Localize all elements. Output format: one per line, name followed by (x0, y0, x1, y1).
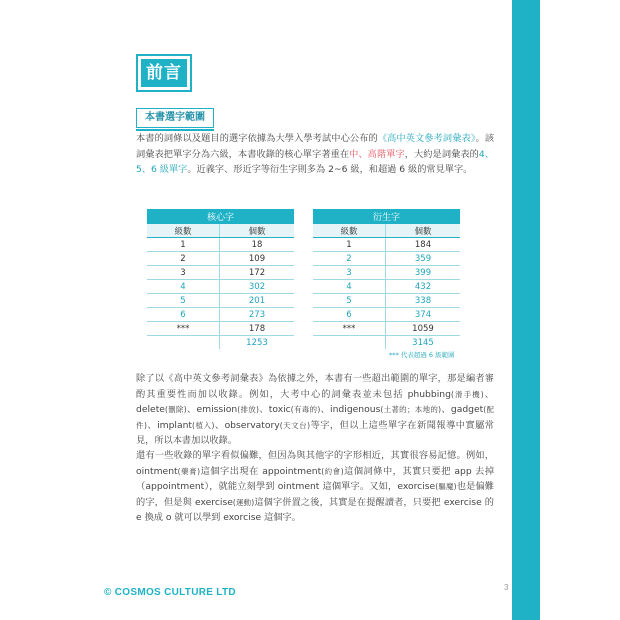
gloss: (植入) (192, 420, 215, 430)
text-run: 本書的詞條以及題目的選字依據為大學入學考試中心公布的 (136, 133, 378, 144)
level-cell: 2 (313, 252, 386, 266)
table-row (147, 266, 294, 280)
level-cell: 2 (147, 252, 220, 266)
level-cell: 1 (313, 238, 386, 252)
derived-words-table (313, 209, 460, 349)
level-cell (147, 336, 220, 350)
gloss: (配件) (136, 405, 494, 430)
text-run: ，大約是詞彙表的 (404, 148, 479, 160)
publisher-footer: © COSMOS CULTURE LTD (104, 587, 236, 598)
table-footnote: *** 代表超過 6 級範圍 (389, 351, 455, 359)
text-run: 。該詞彙表把單字分為六級，本書收錄的核心單字著重在 (136, 133, 495, 160)
level-cell: 4 (147, 280, 220, 294)
level-cell: *** (313, 322, 386, 336)
gloss: (約會) (321, 466, 344, 476)
derived-col-count: 個數 (386, 224, 461, 238)
text-run: 這個詞條中，其實只要把 app 去掉（appointment），就能立刻學到 ointment 這個單字。又如，exorcise (136, 465, 495, 493)
text-run: 也是偏難的字，但是與 exercise (136, 481, 494, 508)
text-run: 、implant (146, 419, 193, 431)
count-cell: 18 (220, 238, 295, 252)
range-highlight: 4、5、6 級單字 (136, 148, 495, 176)
level-cell: 3 (313, 266, 386, 280)
level-cell: 5 (147, 294, 220, 308)
gloss: (排放) (237, 405, 259, 415)
count-cell: 172 (220, 266, 295, 280)
text-run: 這個字出現在 appointment (200, 465, 322, 477)
text-run: 、delete (136, 388, 494, 416)
count-cell: 432 (386, 280, 461, 294)
levels-highlight: 中、高階單字 (349, 148, 405, 160)
count-cell: 338 (386, 294, 461, 308)
level-cell: 6 (147, 308, 220, 322)
table-row (147, 252, 294, 266)
count-cell: 374 (386, 308, 461, 322)
text-run: 。近義字、形近字等衍生字則多為 2~6 級，和超過 6 級的常見單字。 (187, 164, 473, 176)
side-color-bar (512, 0, 540, 620)
text-run: 除了以《高中英文參考詞彙表》為依據之外，本書有一些超出範圍的單字，那是編者審酌其重要性而加以收錄。例如，大考中心的詞彙表並未包括 phubbing (136, 373, 494, 400)
core-words-table (147, 209, 294, 349)
page-title-box (136, 54, 192, 92)
core-table-title: 核心字 (147, 209, 294, 224)
total-cell: 3145 (412, 337, 434, 348)
derived-table-title: 衍生字 (313, 209, 460, 224)
table-row (313, 238, 460, 252)
text-run: 、gadget (441, 404, 484, 416)
level-cell: 4 (313, 280, 386, 294)
count-cell: 1059 (386, 322, 461, 336)
table-row (313, 322, 460, 336)
count-cell: 184 (386, 238, 461, 252)
core-col-level: 級數 (147, 224, 220, 238)
page-title: 前言 (141, 59, 187, 87)
text-run: 、observatory (214, 419, 280, 431)
count-cell: 201 (220, 294, 295, 308)
table-row (147, 238, 294, 252)
count-cell: 178 (220, 322, 295, 336)
gloss: (天文台) (279, 420, 311, 430)
section-heading: 本書選字範圍 (136, 108, 214, 128)
level-cell: *** (147, 322, 220, 336)
count-cell: 109 (220, 252, 295, 266)
gloss: (刪除) (164, 405, 187, 415)
level-cell (313, 336, 386, 350)
page-number: 3 (504, 583, 509, 592)
total-cell: 1253 (246, 337, 268, 348)
intro-paragraph (136, 131, 494, 178)
table-row (313, 252, 460, 266)
text-run: 、emission (186, 404, 238, 416)
level-cell: 5 (313, 294, 386, 308)
gloss: (驅魔) (435, 482, 457, 492)
text-run: 這個字併置之後，其實是在提醒讀者，只要把 exercise 的 e 換成 o 就可以學到 exorcise 這個字。 (136, 496, 494, 524)
core-col-count: 個數 (220, 224, 295, 238)
table-row (313, 280, 460, 294)
derived-col-level: 級數 (313, 224, 386, 238)
book-title-highlight: 《高中英文參考詞彙表》 (377, 133, 476, 144)
table-row (313, 308, 460, 322)
table-total-row (147, 336, 294, 350)
table-row (147, 294, 294, 308)
level-cell: 6 (313, 308, 386, 322)
count-cell: 302 (220, 280, 295, 294)
table-row (313, 294, 460, 308)
gloss: (滑手機) (450, 389, 484, 399)
table-total-row (313, 336, 460, 350)
table-row (147, 322, 294, 336)
text-run: 還有一些收錄的單字看似偏難，但因為與其他字的字形相近，其實很容易記憶。例如，ointment (136, 450, 494, 477)
gloss: (有毒的) (290, 405, 321, 415)
gloss: (運動) (232, 497, 255, 507)
count-cell: 399 (386, 266, 461, 280)
count-cell: 359 (386, 252, 461, 266)
text-run: 、indigenous (320, 404, 381, 416)
gloss: (土著的；本地的) (380, 405, 442, 415)
table-row (147, 280, 294, 294)
text-run: 、toxic (258, 404, 291, 416)
paragraph-similar-words (136, 448, 494, 526)
count-cell: 273 (220, 308, 295, 322)
table-row (313, 266, 460, 280)
text-run: 等字，但以上這些單字在新聞報導中實屬常見，所以本書加以收錄。 (136, 419, 494, 447)
gloss: (藥膏) (177, 466, 201, 476)
paragraph-extra-words (136, 371, 494, 449)
level-cell: 3 (147, 266, 220, 280)
level-cell: 1 (147, 238, 220, 252)
table-row (147, 308, 294, 322)
